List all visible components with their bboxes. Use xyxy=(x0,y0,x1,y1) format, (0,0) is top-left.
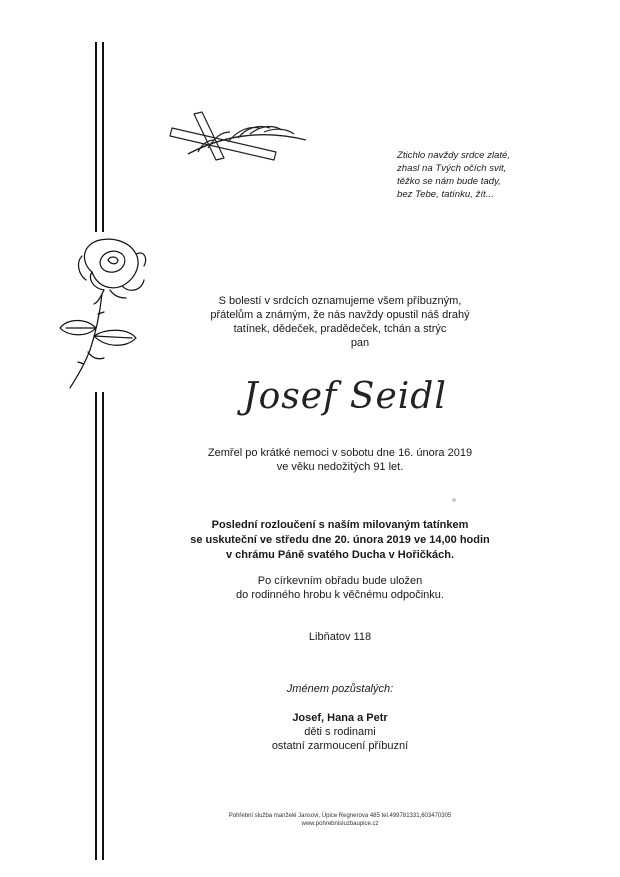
intro-line: S bolestí v srdcích oznamujeme všem příbuzným, xyxy=(218,295,462,307)
rose-icon xyxy=(52,232,152,392)
poem-line: zhasl na Tvých očích svit, xyxy=(397,163,507,174)
cross-with-palm-icon xyxy=(168,108,310,170)
poem-line: těžko se nám bude tady, xyxy=(397,176,501,187)
poem xyxy=(397,149,607,201)
intro-line: přátelům a známým, že nás navždy opustil náš drahý xyxy=(210,309,470,321)
footer-line: Pohřební služba manželé Jansovi, Úpice Regnerova 485 tel.499781331,603470305 xyxy=(228,813,452,819)
mourner-names: Josef, Hana a Petr xyxy=(292,712,388,724)
poem-line: Ztichlo navždy srdce zlaté, xyxy=(397,150,511,161)
left-border-line xyxy=(95,42,97,860)
death-line: ve věku nedožitých 91 let. xyxy=(276,461,404,473)
address: Libňatov 118 xyxy=(308,631,372,643)
mourners xyxy=(180,711,500,753)
intro-line: pan xyxy=(350,337,370,349)
burial-line: do rodinného hrobu k věčnému odpočinku. xyxy=(236,589,444,601)
farewell-line: v chrámu Páně svatého Ducha v Hořičkách. xyxy=(225,549,455,561)
on-behalf-label: Jménem pozůstalých: xyxy=(286,683,394,695)
footer-website: www.pohrebnisluzbaupice.cz xyxy=(301,821,379,827)
funeral-service-footer xyxy=(180,812,500,828)
death-line: Zemřel po krátké nemoci v sobotu dne 16. února 2019 xyxy=(207,447,473,459)
mourners-line: děti s rodinami xyxy=(304,726,376,738)
poem-line: bez Tebe, tatínku, žít... xyxy=(397,189,494,200)
farewell-line: Poslední rozloučení s naším milovaným tatínkem xyxy=(211,519,469,531)
farewell-line: se uskuteční ve středu dne 20. února 2019 ve 14,00 hodin xyxy=(190,534,490,546)
left-border-line-inner xyxy=(102,42,104,860)
decorative-dot xyxy=(452,498,456,502)
deceased-name: Josef Seidl xyxy=(243,376,447,417)
announcement-intro xyxy=(180,294,500,350)
burial-info xyxy=(180,574,500,602)
death-info xyxy=(180,446,500,474)
farewell-info xyxy=(180,518,500,563)
burial-line: Po církevním obřadu bude uložen xyxy=(257,575,423,587)
mourners-line: ostatní zarmoucení příbuzní xyxy=(271,740,409,752)
intro-line: tatínek, dědeček, pradědeček, tchán a strýc xyxy=(233,323,447,335)
